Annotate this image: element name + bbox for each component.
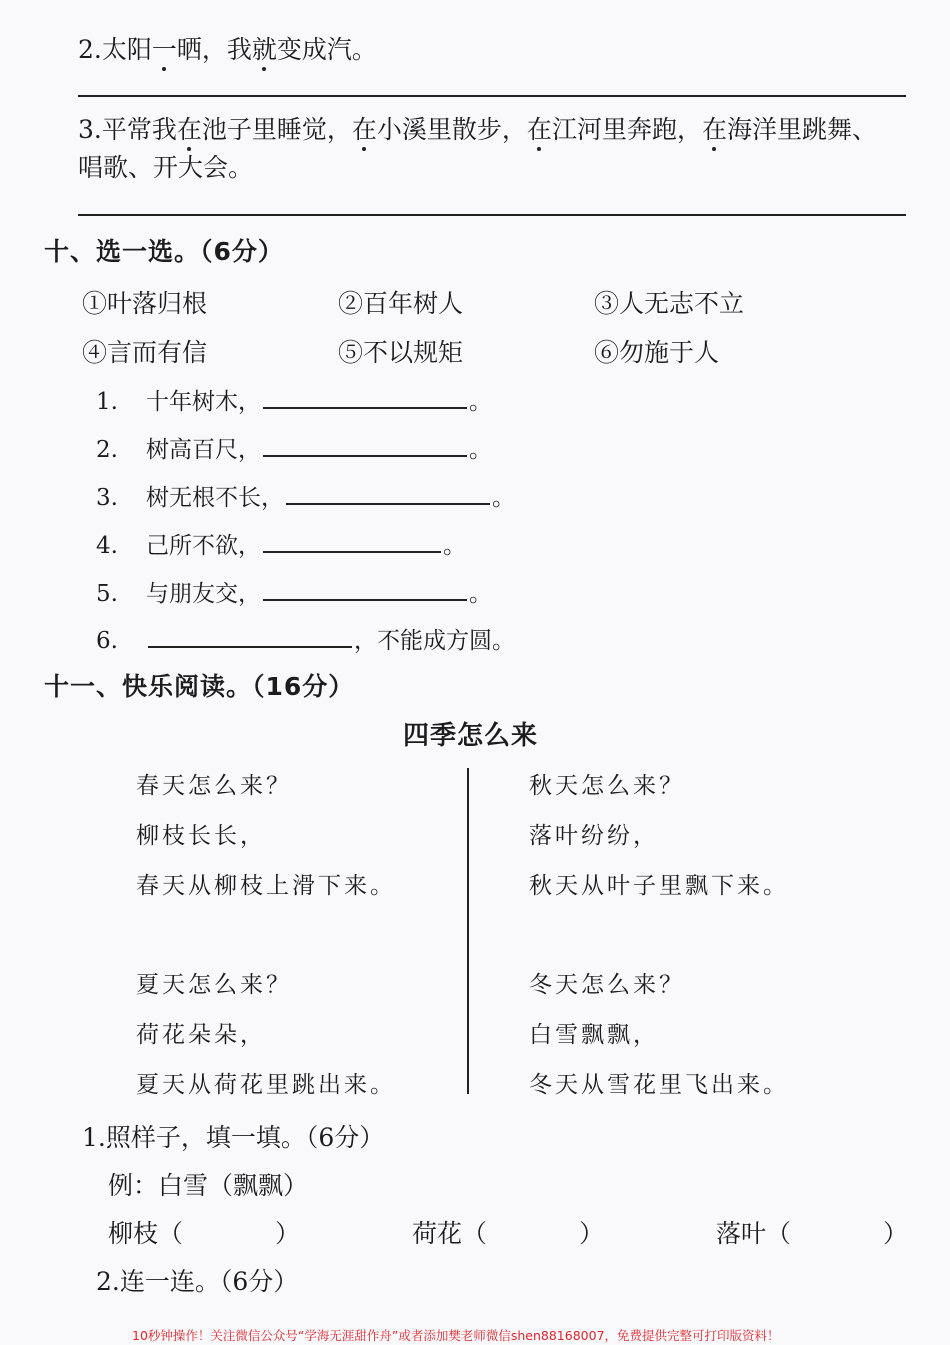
item-text: 树无根不长， xyxy=(146,485,284,511)
answer-blank[interactable] xyxy=(263,387,467,409)
text-segment: 变成汽。 xyxy=(276,35,377,64)
dotted-char: 在 xyxy=(351,115,377,144)
poem-right-line: 落叶纷纷， xyxy=(529,823,659,849)
option-2: ②百年树人 xyxy=(338,289,464,318)
poem-right-line: 冬天从雪花里飞出来。 xyxy=(529,1072,789,1098)
footer-note: 10秒钟操作！关注微信公众号“学海无涯甜作舟”或者添加樊老师微信shen88168007，免费提供完整可打印版资料！ xyxy=(132,1328,780,1343)
item-end: 。 xyxy=(469,581,492,607)
dotted-char: 一 xyxy=(151,35,177,64)
fill-close: ） xyxy=(883,1219,909,1248)
fill-pair-3 xyxy=(716,1214,908,1250)
poem-right-line: 秋天怎么来？ xyxy=(529,773,685,799)
fill-item-5 xyxy=(96,575,492,608)
dotted-char: 在 xyxy=(176,115,202,144)
answer-line xyxy=(78,214,906,216)
poem-left-line: 柳枝长长， xyxy=(136,823,266,849)
answer-blank[interactable] xyxy=(263,579,467,601)
item-number: 4. xyxy=(96,533,118,559)
item-text: 十年树木， xyxy=(146,389,261,415)
reading-question-2: 2.连一连。（6分） xyxy=(96,1267,299,1296)
question-3-line1 xyxy=(78,110,877,146)
poem-left-line: 荷花朵朵， xyxy=(136,1022,266,1048)
option-6: ⑥勿施于人 xyxy=(594,338,720,367)
fill-close: ） xyxy=(579,1219,605,1248)
item-text: 己所不欲， xyxy=(146,533,261,559)
item-end: 。 xyxy=(492,485,515,511)
item-number: 3. xyxy=(96,485,118,511)
item-number: 2. xyxy=(96,437,118,463)
fill-word: 荷花（ xyxy=(412,1219,488,1248)
answer-blank[interactable] xyxy=(263,435,467,457)
poem-divider xyxy=(467,768,469,1094)
fill-item-6 xyxy=(96,622,515,655)
item-number: 6. xyxy=(96,628,118,654)
poem-right-line: 冬天怎么来？ xyxy=(529,972,685,998)
answer-blank[interactable] xyxy=(148,626,352,648)
fill-item-1 xyxy=(96,383,492,416)
poem-left-line: 春天从柳枝上滑下来。 xyxy=(136,873,396,899)
question-2-sentence xyxy=(78,30,377,66)
answer-line xyxy=(78,95,906,97)
option-5: ⑤不以规矩 xyxy=(338,338,464,367)
option-1: ①叶落归根 xyxy=(82,289,208,318)
text-segment: 晒，我 xyxy=(176,35,252,64)
poem-right-line: 秋天从叶子里飘下来。 xyxy=(529,873,789,899)
dotted-char: 在 xyxy=(526,115,552,144)
fill-pair-2 xyxy=(412,1214,604,1250)
fill-close: ） xyxy=(275,1219,301,1248)
answer-blank[interactable] xyxy=(286,483,490,505)
item-end: ，不能成方圆。 xyxy=(354,628,515,654)
poem-left-line: 夏天怎么来？ xyxy=(136,972,292,998)
item-end: 。 xyxy=(469,437,492,463)
poem-title: 四季怎么来 xyxy=(403,721,539,751)
poem-left-line: 春天怎么来？ xyxy=(136,773,292,799)
fill-item-2 xyxy=(96,431,492,464)
fill-word: 落叶（ xyxy=(716,1219,792,1248)
fill-item-3 xyxy=(96,479,515,512)
section-11-heading: 十一、快乐阅读。（16分） xyxy=(44,672,355,701)
poem-right-line: 白雪飘飘， xyxy=(529,1022,659,1048)
fill-item-4 xyxy=(96,527,466,560)
text-segment: 海洋里跳舞、 xyxy=(726,115,877,144)
text-segment: 小溪里散步， xyxy=(376,115,527,144)
option-3: ③人无志不立 xyxy=(594,289,745,318)
item-end: 。 xyxy=(469,389,492,415)
dotted-char: 在 xyxy=(701,115,727,144)
item-end: 。 xyxy=(443,533,466,559)
answer-blank[interactable] xyxy=(263,531,441,553)
text-segment: 2.太阳 xyxy=(78,35,152,64)
example-text: 例：白雪（飘飘） xyxy=(108,1171,309,1200)
option-4: ④言而有信 xyxy=(82,338,208,367)
reading-question-1: 1.照样子，填一填。（6分） xyxy=(82,1123,385,1152)
item-number: 5. xyxy=(96,581,118,607)
fill-word: 柳枝（ xyxy=(108,1219,184,1248)
text-segment: 池子里睡觉， xyxy=(201,115,352,144)
question-3-line2: 唱歌、开大会。 xyxy=(78,153,254,182)
item-text: 与朋友交， xyxy=(146,581,261,607)
fill-pair-1 xyxy=(108,1214,300,1250)
section-10-heading: 十、选一选。（6分） xyxy=(44,237,284,266)
item-text: 树高百尺， xyxy=(146,437,261,463)
dotted-char: 就 xyxy=(251,35,277,64)
poem-left-line: 夏天从荷花里跳出来。 xyxy=(136,1072,396,1098)
text-segment: 江河里奔跑， xyxy=(551,115,702,144)
text-segment: 3.平常我 xyxy=(78,115,177,144)
item-number: 1. xyxy=(96,389,118,415)
